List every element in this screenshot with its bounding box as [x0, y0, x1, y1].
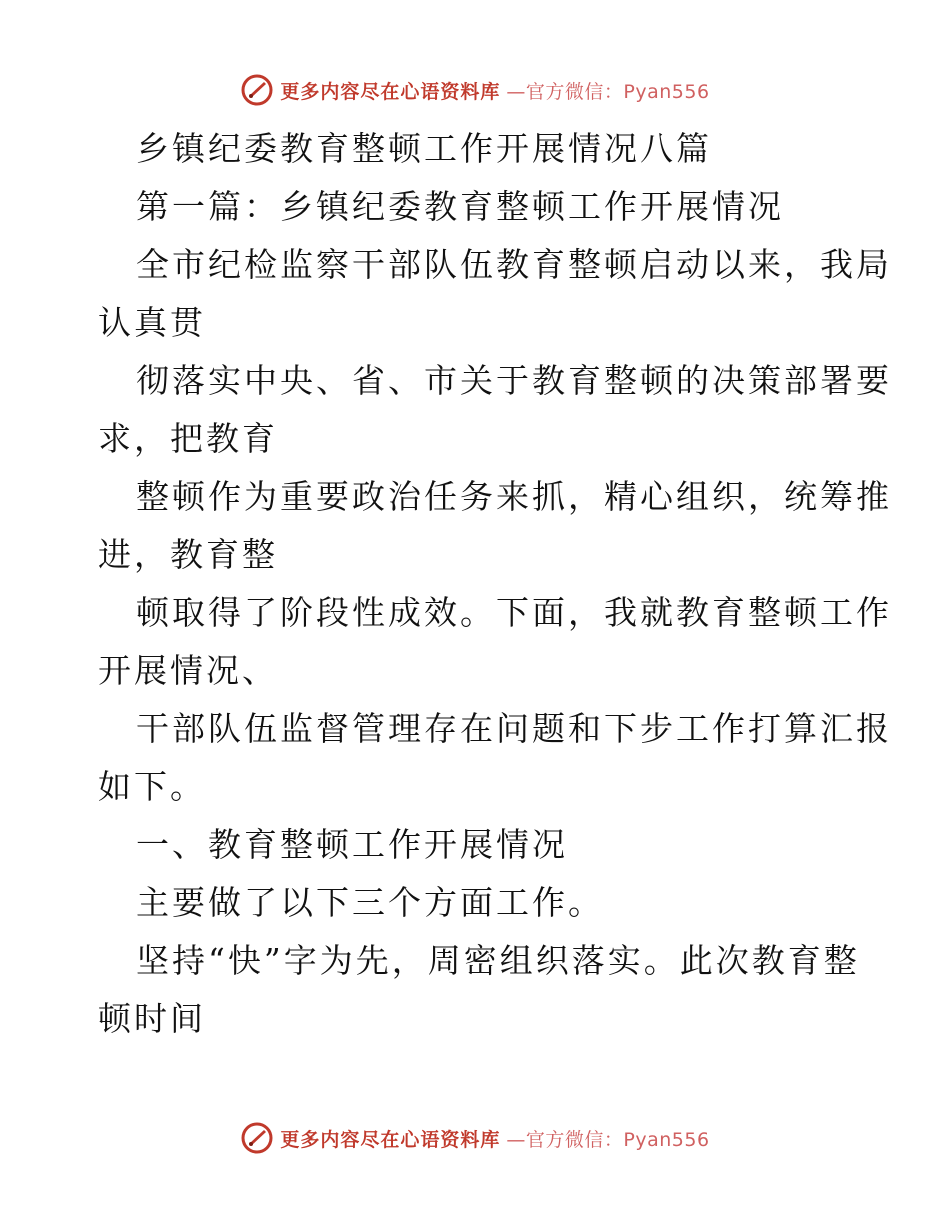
footer-banner-text: 更多内容尽在心语资料库	[280, 1128, 501, 1151]
header-banner-contact: —官方微信：Pyan556	[506, 80, 710, 103]
doc-line: 求，把教育	[98, 419, 278, 458]
doc-line: 整顿作为重要政治任务来抓，精心组织，统筹推	[136, 477, 892, 516]
doc-line: 彻落实中央、省、市关于教育整顿的决策部署要	[136, 361, 892, 400]
doc-line: 主要做了以下三个方面工作。	[136, 883, 604, 922]
doc-line: 干部队伍监督管理存在问题和下步工作打算汇报	[136, 709, 892, 748]
section-heading: 一、教育整顿工作开展情况	[136, 825, 568, 864]
doc-line: 开展情况、	[98, 651, 278, 690]
header-banner-text: 更多内容尽在心语资料库	[280, 80, 501, 103]
doc-subtitle: 第一篇：乡镇纪委教育整顿工作开展情况	[136, 187, 784, 226]
doc-title: 乡镇纪委教育整顿工作开展情况八篇	[136, 129, 712, 168]
document-body	[98, 120, 892, 1048]
doc-line: 坚持“快”字为先，周密组织落实。此次教育整	[136, 941, 860, 980]
logo-icon	[240, 73, 274, 107]
doc-line: 认真贯	[98, 303, 206, 342]
header-banner	[0, 70, 950, 110]
doc-line: 如下。	[98, 767, 206, 806]
doc-line: 顿时间	[98, 999, 206, 1038]
footer-banner	[0, 1118, 950, 1158]
logo-icon	[240, 1121, 274, 1155]
footer-banner-contact: —官方微信：Pyan556	[506, 1128, 710, 1151]
doc-line: 顿取得了阶段性成效。下面，我就教育整顿工作	[136, 593, 892, 632]
doc-line: 全市纪检监察干部队伍教育整顿启动以来，我局	[136, 245, 892, 284]
doc-line: 进，教育整	[98, 535, 278, 574]
